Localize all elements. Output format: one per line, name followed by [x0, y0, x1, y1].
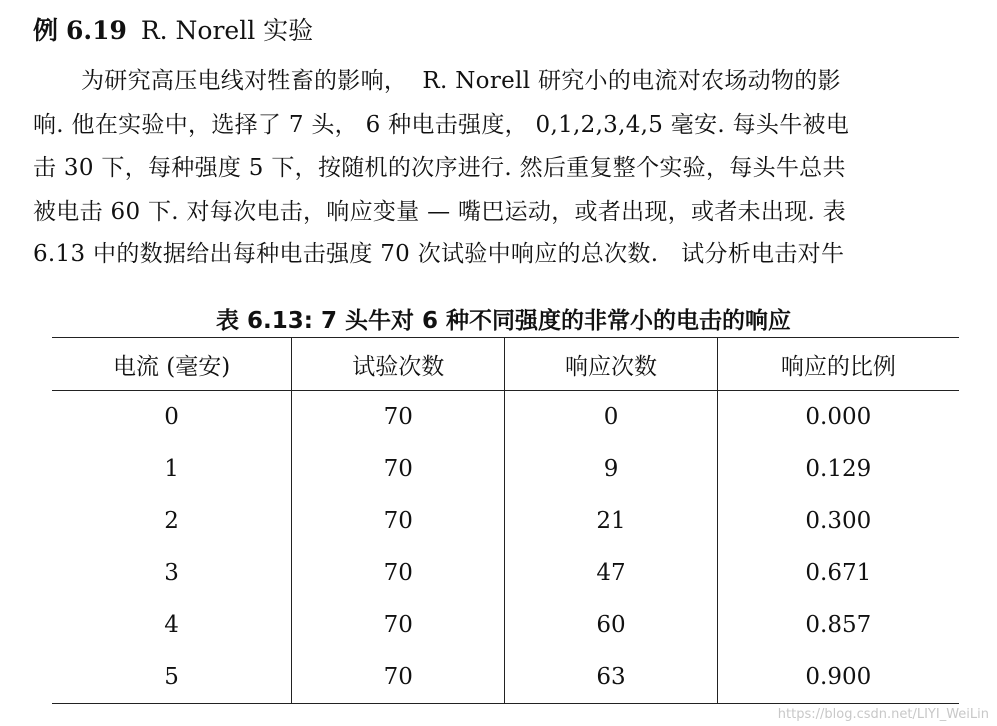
cell-responses: 63: [505, 651, 717, 704]
cell-current: 0: [164, 404, 179, 430]
paragraph-line-5: 6.13 中的数据给出每种电击强度 70 次试验中响应的总次数. 试分析电击对牛: [33, 241, 845, 267]
cell-trials: 70: [292, 391, 505, 444]
cell-responses: 21: [505, 495, 717, 547]
header-current: 电流 (毫安): [52, 338, 292, 391]
cell-trials: 70: [292, 443, 505, 495]
cell-responses: 9: [505, 443, 717, 495]
paragraph-line-3: 击 30 下，每种强度 5 下，按随机的次序进行. 然后重复整个实验，每头牛总共: [33, 155, 846, 181]
cell-trials: 70: [292, 599, 505, 651]
header-proportion: 响应的比例: [717, 338, 959, 391]
paragraph-line-4: 被电击 60 下. 对每次电击，响应变量 — 嘴巴运动，或者出现，或者未出现. 表: [33, 199, 847, 225]
cell-proportion: 0.300: [717, 495, 959, 547]
table-row: [52, 391, 959, 444]
cell-current: 4: [164, 612, 179, 638]
table-row: [52, 651, 959, 704]
cell-current: 5: [164, 664, 179, 690]
data-table: [52, 337, 959, 704]
cell-responses: 47: [505, 547, 717, 599]
header-trials: 试验次数: [292, 338, 505, 391]
cell-responses: 60: [505, 599, 717, 651]
cell-proportion: 0.857: [717, 599, 959, 651]
cell-responses: 0: [505, 391, 717, 444]
table-row: [52, 599, 959, 651]
watermark: https://blog.csdn.net/LIYI_WeiLin: [777, 707, 989, 722]
cell-proportion: 0.900: [717, 651, 959, 704]
cell-trials: 70: [292, 651, 505, 704]
cell-proportion: 0.000: [717, 391, 959, 444]
table-row: [52, 443, 959, 495]
example-number: 6.19: [65, 16, 127, 45]
cell-current: 3: [164, 560, 179, 586]
cell-trials: 70: [292, 495, 505, 547]
paragraph-line-1: 为研究高压电线对牲畜的影响， R. Norell 研究小的电流对农场动物的影: [81, 68, 841, 94]
header-responses: 响应次数: [505, 338, 717, 391]
cell-trials: 70: [292, 547, 505, 599]
cell-proportion: 0.129: [717, 443, 959, 495]
cell-current: 2: [164, 508, 179, 534]
paragraph-line-2: 响. 他在实验中，选择了 7 头， 6 种电击强度， 0,1,2,3,4,5 毫安. 每头牛被电: [33, 112, 850, 138]
example-heading: [33, 14, 313, 48]
cell-proportion: 0.671: [717, 547, 959, 599]
table-header-row: [52, 338, 959, 391]
example-label: 例: [33, 16, 59, 45]
example-title: R. Norell 实验: [140, 16, 314, 45]
table-row: [52, 495, 959, 547]
table-row: [52, 547, 959, 599]
cell-current: 1: [164, 456, 179, 482]
table-caption: 表 6.13: 7 头牛对 6 种不同强度的非常小的电击的响应: [216, 308, 791, 334]
